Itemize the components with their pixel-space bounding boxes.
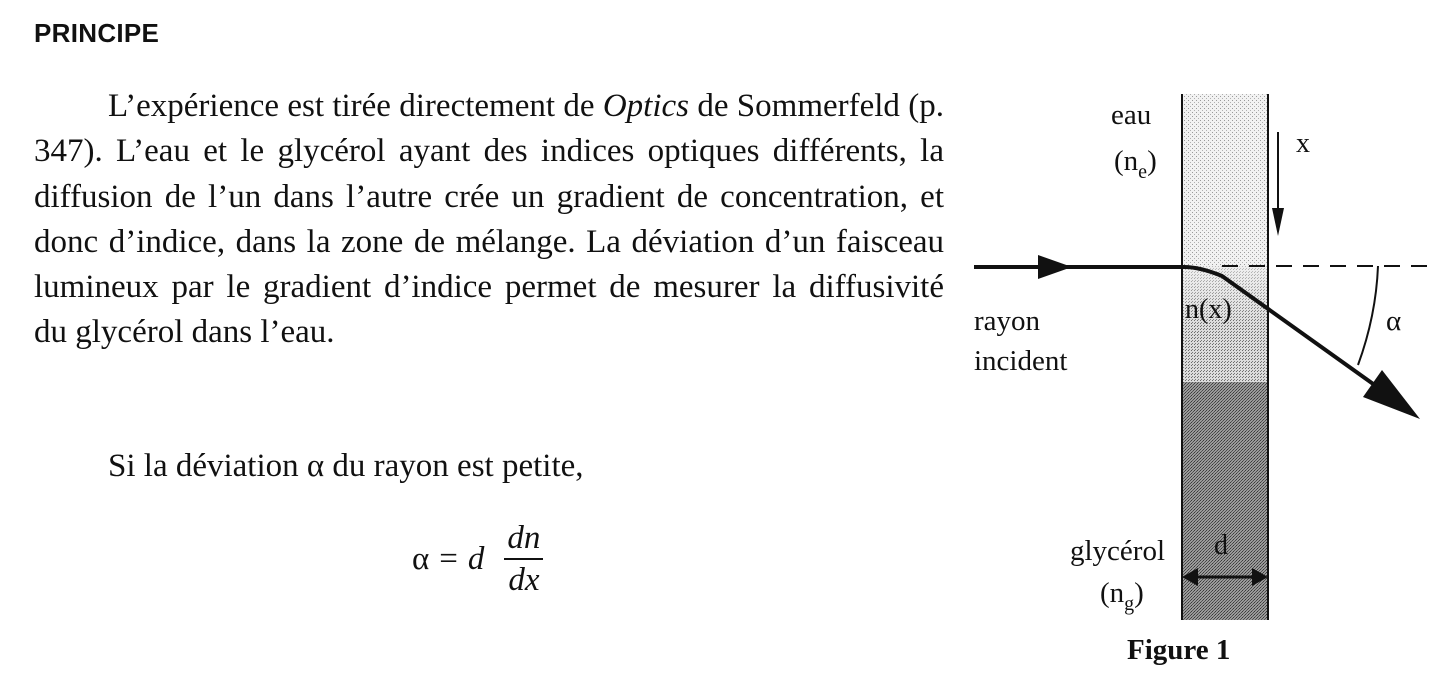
formula-numerator: dn xyxy=(504,520,543,560)
figure-diffusion-diagram xyxy=(960,80,1440,680)
angle-arc xyxy=(1358,266,1378,365)
x-axis-arrowhead xyxy=(1272,208,1284,236)
label-glycerol-index-close: ) xyxy=(1134,577,1144,609)
incident-ray-arrowhead xyxy=(1038,255,1072,279)
paragraph-condition: Si la déviation α du rayon est petite, xyxy=(108,448,584,484)
label-water-index-close: ) xyxy=(1147,145,1157,177)
paragraph-principle xyxy=(34,84,944,356)
label-n-of-x: n(x) xyxy=(1185,294,1232,325)
figure-caption: Figure 1 xyxy=(1127,634,1231,666)
cell-glycerol-region xyxy=(1182,382,1268,620)
deflected-ray-arrowhead xyxy=(1363,370,1420,419)
label-glycerol-index-sub: g xyxy=(1124,593,1135,615)
label-d: d xyxy=(1214,530,1228,561)
formula-factor: d xyxy=(467,540,485,577)
book-title: Optics xyxy=(602,88,689,124)
formula-deviation xyxy=(412,520,543,598)
cell-water-region xyxy=(1182,94,1268,266)
formula-fraction xyxy=(504,520,543,598)
formula-lhs: α xyxy=(412,540,430,577)
paragraph-text-end: de Sommerfeld (p. 347). L’eau et le glycérol ayant des indices optiques différents, la diffusion de l’un dans l’autre crée un gradient de concentration, et donc d’indice, dans la zone de mélange. La déviation d’un faisceau lumineux par le gradient d’indice permet de mesurer la diffusivité du glycérol dans l’eau. xyxy=(34,88,944,351)
label-glycerol-index-open: (n xyxy=(1100,577,1125,609)
label-water: eau xyxy=(1111,99,1152,131)
label-ray-line2: incident xyxy=(974,345,1068,377)
label-water-index xyxy=(1114,145,1157,183)
formula-equals: = xyxy=(439,540,458,577)
section-title: PRINCIPE xyxy=(34,18,160,48)
formula-denominator: dx xyxy=(508,562,540,598)
label-ray-line1: rayon xyxy=(974,305,1041,337)
label-water-index-open: (n xyxy=(1114,145,1139,177)
label-alpha: α xyxy=(1386,305,1402,337)
label-glycerol: glycérol xyxy=(1070,535,1166,567)
paragraph-text-start: L’expérience est tirée directement de xyxy=(108,88,603,124)
label-x: x xyxy=(1296,128,1310,159)
label-glycerol-index xyxy=(1100,577,1144,615)
label-water-index-sub: e xyxy=(1138,161,1148,183)
